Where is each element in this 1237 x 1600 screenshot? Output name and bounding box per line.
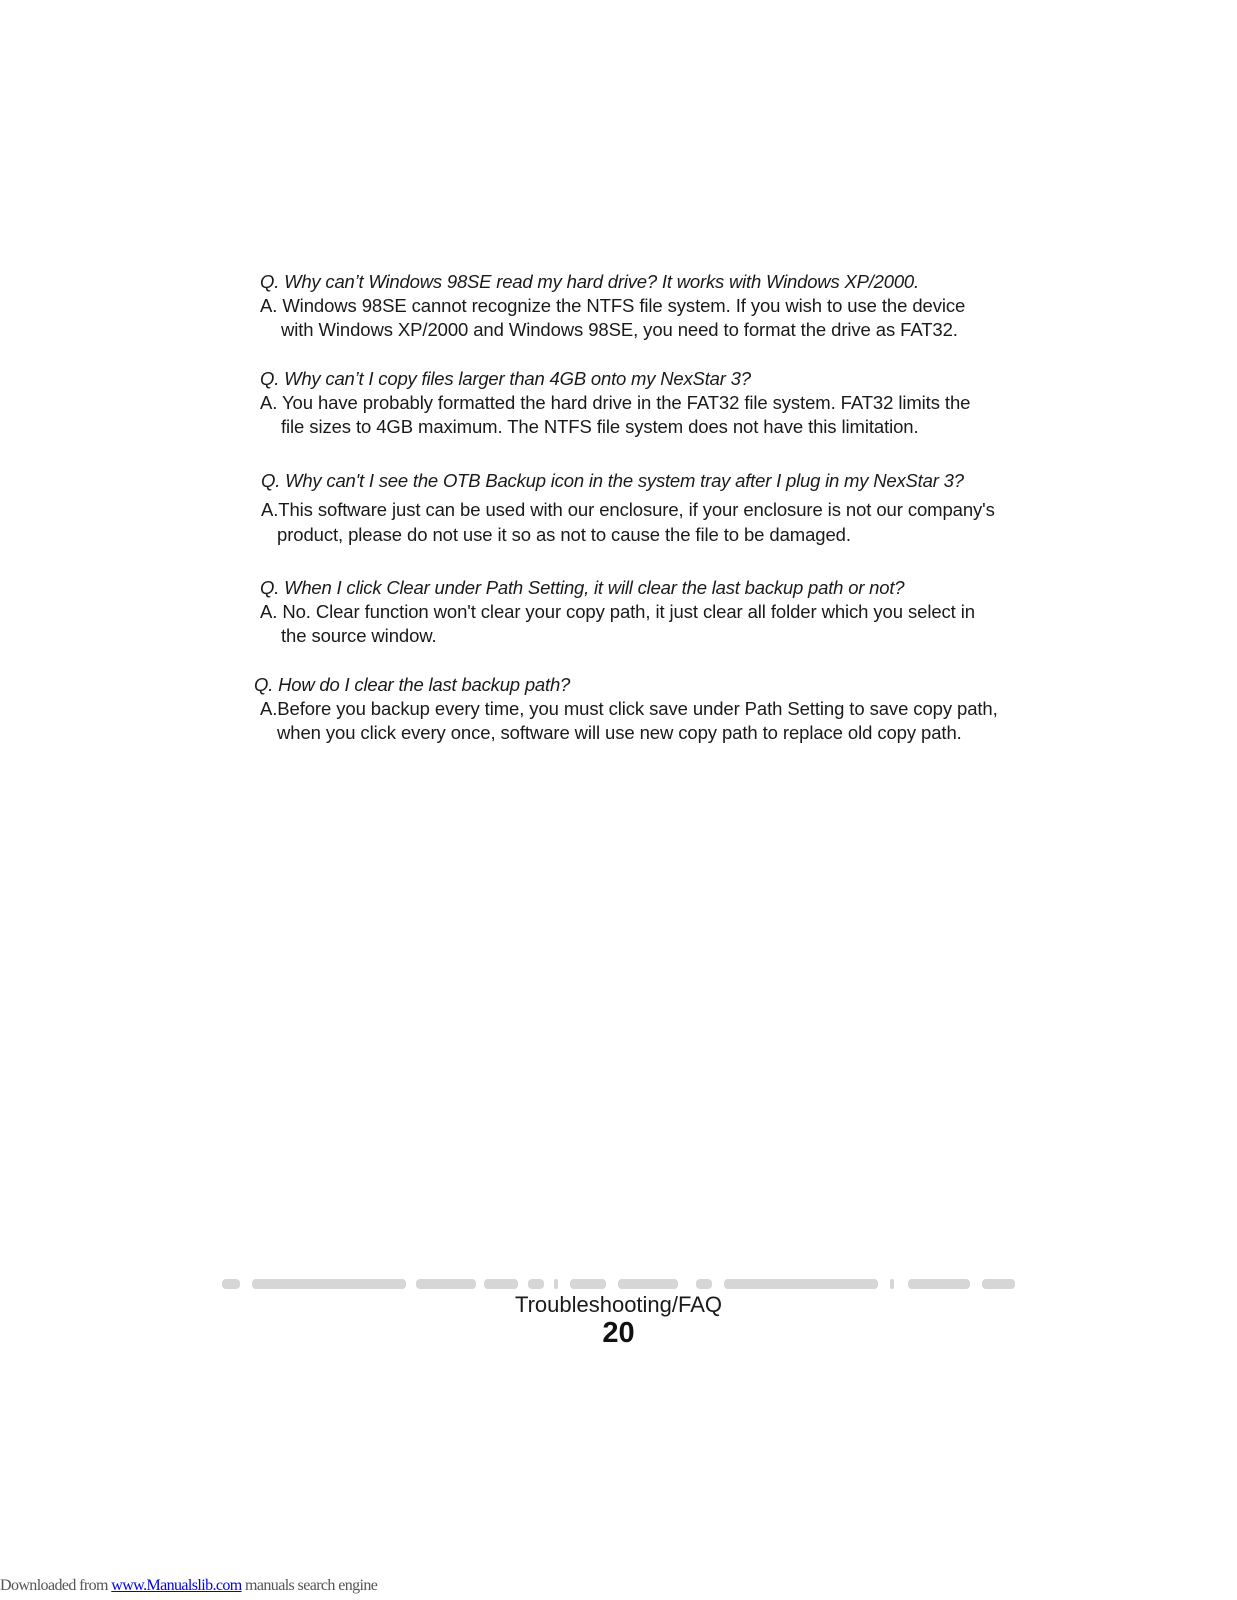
faq-answer-2-line-1: A. You have probably formatted the hard drive in the FAT32 file system. FAT32 limits the (260, 392, 971, 413)
divider-segment (528, 1279, 544, 1289)
divider-segment (570, 1279, 606, 1289)
divider-segment (484, 1279, 518, 1289)
faq-question-4: Q. When I click Clear under Path Setting, it will clear the last backup path or not? (260, 577, 905, 598)
divider-segment (554, 1279, 558, 1289)
divider-segment (416, 1279, 476, 1289)
faq-question-2: Q. Why can’t I copy files larger than 4GB onto my NexStar 3? (260, 368, 751, 389)
divider-segment (890, 1279, 894, 1289)
divider-segment (252, 1279, 406, 1289)
download-credit (0, 1576, 377, 1596)
divider-segment (618, 1279, 678, 1289)
faq-answer-3-line-2: product, please do not use it so as not to cause the file to be damaged. (277, 524, 851, 545)
faq-answer-5-line-2: when you click every once, software will use new copy path to replace old copy path. (277, 722, 962, 743)
faq-answer-2-line-2: file sizes to 4GB maximum. The NTFS file system does not have this limitation. (281, 416, 919, 437)
divider-segment (696, 1279, 712, 1289)
page-number: 20 (602, 1317, 635, 1349)
footer-divider (222, 1279, 1015, 1289)
divider-segment (908, 1279, 970, 1289)
faq-question-3: Q. Why can't I see the OTB Backup icon in the system tray after I plug in my NexStar 3? (261, 470, 964, 491)
faq-answer-1-line-2: with Windows XP/2000 and Windows 98SE, you need to format the drive as FAT32. (281, 319, 958, 340)
divider-segment (222, 1279, 240, 1289)
faq-answer-1-line-1: A. Windows 98SE cannot recognize the NTFS file system. If you wish to use the device (260, 295, 966, 316)
divider-segment (982, 1279, 1015, 1289)
download-credit-prefix: Downloaded from (0, 1577, 112, 1594)
manualslib-link[interactable]: www.Manualslib.com (111, 1577, 242, 1594)
faq-question-5: Q. How do I clear the last backup path? (254, 674, 571, 695)
faq-question-1: Q. Why can’t Windows 98SE read my hard drive? It works with Windows XP/2000. (260, 271, 919, 292)
faq-answer-4-line-1: A. No. Clear function won't clear your copy path, it just clear all folder which you select in (260, 601, 975, 622)
faq-answer-3-line-1: A.This software just can be used with our enclosure, if your enclosure is not our company's (261, 499, 995, 520)
faq-answer-4-line-2: the source window. (281, 625, 437, 646)
download-credit-suffix: manuals search engine (241, 1577, 378, 1594)
faq-answer-5-line-1: A.Before you backup every time, you must click save under Path Setting to save copy path, (260, 698, 998, 719)
divider-segment (724, 1279, 878, 1289)
footer-section-title: Troubleshooting/FAQ (514, 1292, 723, 1317)
